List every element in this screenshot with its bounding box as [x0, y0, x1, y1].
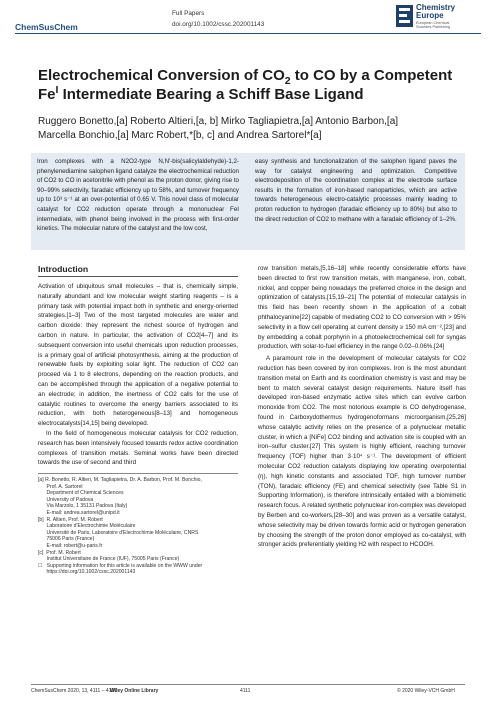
- supporting-info-link[interactable]: https://doi.org/10.1002/cssc.202001143: [38, 569, 136, 576]
- logo-line-1: Chemistry: [416, 3, 456, 12]
- footer-citation: ChemSusChem 2020, 13, 4111 – 4120: [31, 688, 117, 694]
- left-column-body: [38, 282, 238, 468]
- affiliation-line: University of Padova: [38, 496, 94, 503]
- header-rule: [15, 33, 481, 34]
- footer-page-number: 4111: [240, 688, 251, 694]
- footer-copyright: © 2020 Wiley-VCH GmbH: [397, 688, 455, 694]
- author-list: [38, 115, 468, 142]
- affiliation-line: Prof. A. Sartorel: [38, 483, 83, 490]
- right-column-body: [258, 264, 466, 550]
- publisher-logo: [396, 4, 486, 30]
- intro-paragraph-1: Activation of ubiquitous small molecules – that is, chemically simple, naturally abundant and low molecular weight starting reagents – is a primary task with potential impact both in synthetic and energy-oriented strategies.[1–3] Two of the most targeted molecules are water and carbon dioxide: they represent the richest source of hydrogen and carbon in nature. In particular, the activation of CO2[4–7] and its subsequent conversion into useful chemicals upon reduction processes, is a primary goal of artificial photosynthesis, aiming at the production of renewable fuels by exploiting solar light. The reduction of CO2 can proceed via 1 to 8 electrons, depending on the reaction products, and can be accomplished through the application of a negative potential to an electrode; in addition, the inertness of CO2 calls for the use of catalytic routines to overcome the energy barriers associated to its reduction, with both heterogeneous[8–13] and homogeneous electrocatalysts[14,15] being developed.: [38, 283, 238, 428]
- intro-paragraph-2: In the field of homogeneous molecular catalysis for CO2 reduction, research has been intensively focused towards redox active coordination complexes of transition metals. Seminal works have been directed towards the use of second and third: [38, 429, 238, 467]
- article-title: [38, 66, 468, 104]
- affiliation-line: Department of Chemical Sciences: [38, 490, 124, 497]
- affiliation-line: [a] R. Bonetto, R. Altieri, M. Tagliapietra, Dr. A. Barbon, Prof. M. Bonchio,: [38, 477, 202, 483]
- authors-line-2: Marcella Bonchio,[a] Marc Robert,*[b, c] and Andrea Sartorel*[a]: [38, 129, 322, 141]
- affiliation-line: [b] R. Altieri, Prof. M. Robert: [38, 516, 103, 523]
- section-heading-introduction: Introduction: [38, 264, 89, 274]
- logo-line-2: Europe: [416, 11, 444, 20]
- abstract-right-column: easy synthesis and functionalization of the salophen ligand paves the way for catalyst engineering and optimization. Competitive electrodeposition of the coordination complex at the electrode surface results in the formation of iron-based nanoparticles, which are active towards heterogeneous electro-catalytic processes mainly leading to proton reduction to hydrogen (faradaic efficiency up to 80%) but also to the direct reduction of CO2 to methane with a faradaic efficiency of 1–2%.: [255, 158, 457, 223]
- section-rule: [38, 276, 238, 277]
- footer-library[interactable]: Wiley Online Library: [110, 688, 159, 694]
- affiliation-line: Via Marzolo, 1 35131 Padova (Italy): [38, 503, 128, 510]
- supporting-info-line: ☐ Supporting information for this article is available on the WWW under: [38, 562, 203, 569]
- affiliation-email[interactable]: E-mail: robert@u-paris.fr: [38, 542, 103, 549]
- chemistry-europe-logo-icon: [396, 5, 413, 27]
- logo-sub-1: European Chemical: [416, 21, 450, 25]
- affiliation-line: Laboratoire d'Electrochimie Moléculaire: [38, 523, 136, 530]
- title-line-1: Electrochemical Conversion of $CO_2$ to CO by a Competent: [38, 67, 453, 87]
- affiliation-line: Université de Paris, Laboratoire d'Electrochimie Moléculaire, CNRS: [38, 529, 199, 536]
- article-doi[interactable]: doi.org/10.1002/cssc.202001143: [172, 21, 265, 28]
- affiliation-email[interactable]: E-mail: andrea.sartorel@unipd.it: [38, 509, 120, 516]
- right-paragraph-1: row transition metals,[5,16–18] while recently considerable efforts have been directed to first row transition metals, with manganese, iron, cobalt, nickel, and copper being nowadays the preferred choice in the design and optimization of catalysts.[15,19–21] The potential of molecular catalysis in this field has been recently shown in the application of a cobalt phthalocyanine[22] capable of mediating CO2 to CO conversion with > 95% selectivity in a flow cell operating at current density ≥ 150 mA cm⁻²,[23] and by embedding a cobalt porphyrin in a photoelectrochemical cell for syngas production, with solar-to-fuel efficiency in the range 0.02–0.06%.[24]: [258, 265, 466, 351]
- right-paragraph-2: A paramount role in the development of molecular catalysts for CO2 reduction has been covered by iron complexes. Iron is the most abundant transition metal on Earth and its coordination chemistry is vast and may be bent to match several catalyst design requirements. Nature itself has developed iron-based enzymatic active sites which can evolve carbon monoxide from CO2. The most notorious example is CO dehydrogenase, found in Carboxydothermus hydrogenoformans microorganism,[25,26] whose catalytic activity relies on the presence of a polynuclear metallic cluster, in which a [NiFe] CO2 binding and activation site is coupled with an iron–sulfur cluster.[27] This system is highly efficient, reaching turnover frequency (TOF) higher than 3·10⁴ s⁻¹. The development of efficient molecular CO2 reduction catalysts displaying low operating overpotential (η), high kinetic constants and associated TOF, high turnover number (TON), faradaic efficiency (FE) and chemical selectivity (see Table S1 in Supporting Information), is therefore intrinsically entailed with a biomimetic research focus. A related synthetic polynuclear iron-complex was developed by Berben and co-workers,[28–30] and was proven as a versatile catalyst, whose selectivity may be driven towards formic acid or hydrogen generation by choosing the strength of the proton donor employed as co-catalyst, with stronger acids preferentially yielding H2 with respect to HCOOH.: [258, 355, 466, 549]
- affiliation-line: 75006 Paris (France): [38, 536, 95, 543]
- footer-rule: [31, 684, 465, 685]
- title-line-2: $Fe^I$ Intermediate Bearing a Schiff Base Ligand: [38, 84, 364, 103]
- article-type: Full Papers: [172, 10, 205, 17]
- authors-line-1: Ruggero Bonetto,[a] Roberto Altieri,[a, b] Mirko Tagliapietra,[a] Antonio Barbon,[a]: [38, 116, 399, 127]
- footnote-rule: [38, 473, 238, 474]
- affiliations-footnote: [38, 477, 243, 576]
- affiliation-line: Institut Universitaire de France (IUF), 75005 Paris (France): [38, 556, 180, 563]
- abstract-left-column: Iron complexes with a N2O2-type N,N′-bis(salicylaldehyde)-1,2-phenylenediamine salophen ligand catalyze the electrochemical reduction of CO2 to CO in acetonitrile with phenol as the proton donor, giving rise to 90–99% selectivity, faradaic efficiency up to 58%, and turnover frequency up to 10³ s⁻¹ at an over-potential of 0.65 V. This novel class of molecular catalyst for CO2 reduction operate through a mononuclear FeI intermediate, with phenol being involved in the process with first-order kinetics. The molecular nature of the catalyst and the low cost,: [37, 158, 239, 233]
- abstract-box: [31, 153, 465, 250]
- journal-name: ChemSusChem: [15, 22, 78, 32]
- affiliation-line: [c] Prof. M. Robert: [38, 549, 81, 556]
- logo-sub-2: Societies Publishing: [416, 25, 450, 29]
